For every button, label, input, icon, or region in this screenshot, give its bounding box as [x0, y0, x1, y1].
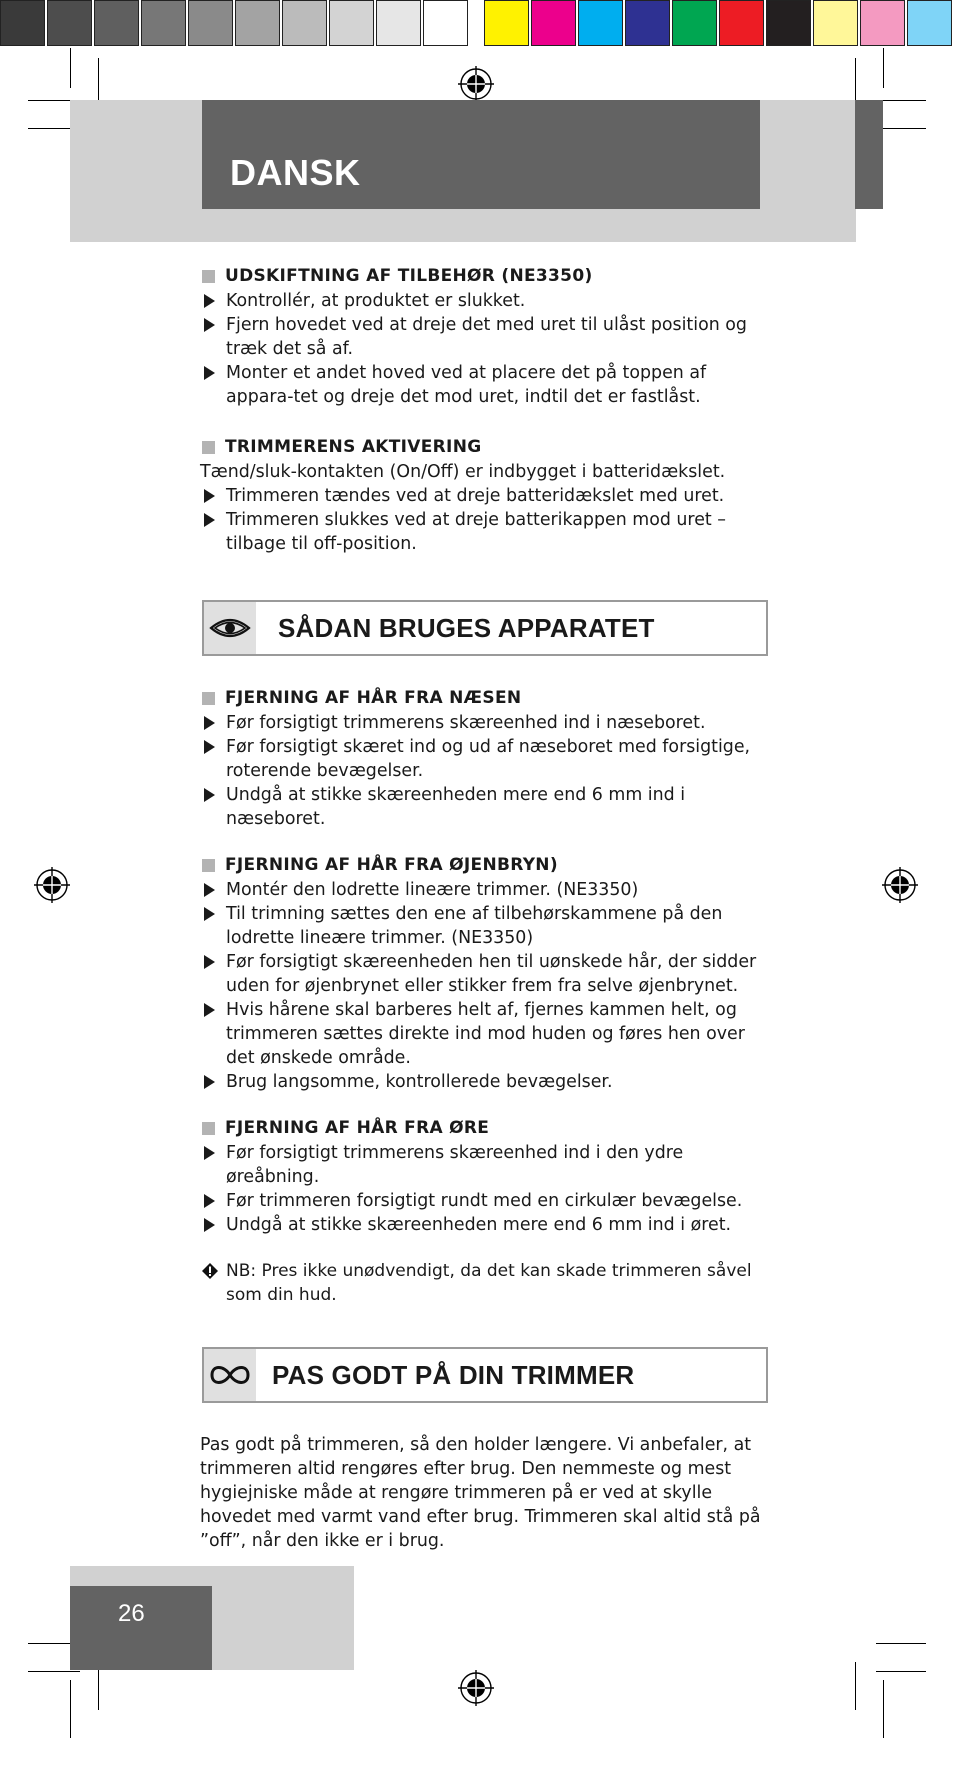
color-swatch [235, 0, 280, 46]
list-item: Undgå at stikke skæreenheden mere end 6 mm ind i næseboret. [202, 783, 768, 831]
list-item: Før forsigtigt trimmerens skæreenhed ind i den ydre øreåbning. [202, 1141, 768, 1189]
arrow-bullet-icon [204, 1146, 215, 1160]
registration-mark-icon [34, 867, 70, 903]
color-swatch [719, 0, 764, 46]
language-tab [855, 100, 883, 209]
color-bar-left [0, 0, 470, 50]
section-eyebrow-hair [202, 853, 768, 1094]
bullet-square-icon [202, 859, 215, 872]
list-item: Trimmeren tændes ved at dreje batteridækslet med uret. [202, 484, 768, 508]
bullet-square-icon [202, 692, 215, 705]
list-item: Fjern hovedet ved at dreje det med uret til ulåst position og træk det så af. [202, 313, 768, 361]
section-heading: UDSKIFTNING AF TILBEHØR (NE3350) [225, 266, 593, 286]
arrow-bullet-icon [204, 294, 215, 308]
color-swatch [813, 0, 858, 46]
section-heading: TRIMMERENS AKTIVERING [225, 437, 482, 457]
care-paragraph: Pas godt på trimmeren, så den holder længere. Vi anbefaler, at trimmeren altid rengøres efter brug. Den nemmeste og mest hygiejniske måde at rengøre trimmeren på er ved at skylle hovedet med varmt vand efter brug. Trimmeren skal altid stå på ”off”, når den ikke er i brug. [200, 1435, 761, 1551]
list-item: Trimmeren slukkes ved at dreje batterikappen mod uret – tilbage til off-position. [202, 508, 768, 556]
list-item: Montér den lodrette lineære trimmer. (NE3350) [202, 878, 768, 902]
crop-mark [70, 1680, 71, 1738]
color-swatch [141, 0, 186, 46]
eye-icon [208, 614, 252, 642]
main-content [202, 264, 768, 1553]
color-swatch [484, 0, 529, 46]
list-item: Hvis hårene skal barberes helt af, fjernes kammen helt, og trimmeren sættes direkte ind mod huden og føres hen over det ønskede område. [202, 998, 768, 1070]
registration-mark-icon [882, 867, 918, 903]
color-swatch [0, 0, 45, 46]
arrow-bullet-icon [204, 788, 215, 802]
crop-mark [98, 58, 99, 106]
section-intro: Tænd/sluk-kontakten (On/Off) er indbygget i batteridækslet. [200, 462, 726, 482]
crop-mark [855, 58, 856, 106]
arrow-bullet-icon [204, 489, 215, 503]
color-swatch [907, 0, 952, 46]
section-heading: FJERNING AF HÅR FRA NÆSEN [225, 688, 522, 708]
color-swatch [188, 0, 233, 46]
bullet-square-icon [202, 1122, 215, 1135]
color-swatch [625, 0, 670, 46]
arrow-bullet-icon [204, 740, 215, 754]
footer-band [70, 1586, 212, 1670]
page-number: 26 [118, 1600, 145, 1627]
color-swatch [47, 0, 92, 46]
color-swatch [376, 0, 421, 46]
bullet-square-icon [202, 270, 215, 283]
arrow-bullet-icon [204, 1003, 215, 1017]
arrow-bullet-icon [204, 1075, 215, 1089]
arrow-bullet-icon [204, 907, 215, 921]
color-swatch [672, 0, 717, 46]
usage-heading-box [202, 600, 768, 656]
section-heading: FJERNING AF HÅR FRA ØJENBRYN) [225, 855, 558, 875]
page-title: DANSK [230, 152, 361, 193]
crop-mark [883, 48, 884, 88]
registration-mark-icon [458, 66, 494, 102]
section-nose-hair [202, 686, 768, 831]
section-ear-hair [202, 1116, 768, 1237]
color-swatch [329, 0, 374, 46]
arrow-bullet-icon [204, 883, 215, 897]
color-swatch [578, 0, 623, 46]
color-swatch [94, 0, 139, 46]
warning-note [202, 1259, 768, 1307]
section-trimmer-activation [202, 435, 768, 556]
section-accessory-replacement [202, 264, 768, 409]
arrow-bullet-icon [204, 1218, 215, 1232]
list-item: Til trimning sættes den ene af tilbehørskammene på den lodrette lineære trimmer. (NE3350) [202, 902, 768, 950]
crop-mark [876, 1643, 926, 1644]
bullet-square-icon [202, 441, 215, 454]
color-swatch [531, 0, 576, 46]
crop-mark [70, 48, 71, 88]
crop-mark [883, 1680, 884, 1738]
list-item: Undgå at stikke skæreenheden mere end 6 mm ind i øret. [202, 1213, 768, 1237]
registration-mark-icon [458, 1670, 494, 1706]
arrow-bullet-icon [204, 716, 215, 730]
crop-mark [876, 128, 926, 129]
list-item: Før forsigtigt trimmerens skæreenhed ind i næseboret. [202, 711, 768, 735]
color-swatch [282, 0, 327, 46]
list-item: Kontrollér, at produktet er slukket. [202, 289, 768, 313]
usage-title: SÅDAN BRUGES APPARATET [278, 613, 655, 643]
infinity-icon [208, 1363, 252, 1387]
list-item: Før trimmeren forsigtigt rundt med en cirkulær bevægelse. [202, 1189, 768, 1213]
color-swatch [766, 0, 811, 46]
crop-mark [28, 1671, 80, 1672]
crop-mark [876, 100, 926, 101]
arrow-bullet-icon [204, 1194, 215, 1208]
arrow-bullet-icon [204, 366, 215, 380]
care-title: PAS GODT PÅ DIN TRIMMER [272, 1360, 635, 1390]
note-text: NB: Pres ikke unødvendigt, da det kan skade trimmeren såvel som din hud. [226, 1261, 752, 1305]
list-item: Før forsigtigt skæret ind og ud af næseboret med forsigtige, roterende bevægelser. [202, 735, 768, 783]
crop-mark [855, 1662, 856, 1710]
arrow-bullet-icon [204, 955, 215, 969]
section-heading: FJERNING AF HÅR FRA ØRE [225, 1118, 490, 1138]
arrow-bullet-icon [204, 318, 215, 332]
list-item: Før forsigtigt skæreenheden hen til uønskede hår, der sidder uden for øjenbrynet eller stikker frem fra selve øjenbrynet. [202, 950, 768, 998]
color-bar-right [484, 0, 954, 50]
list-item: Monter et andet hoved ved at placere det på toppen af appara-tet og dreje det mod uret, indtil det er fastlåst. [202, 361, 768, 409]
color-swatch [423, 0, 468, 46]
arrow-bullet-icon [204, 513, 215, 527]
color-swatch [860, 0, 905, 46]
list-item: Brug langsomme, kontrollerede bevægelser. [202, 1070, 768, 1094]
crop-mark [876, 1671, 926, 1672]
warning-icon [202, 1263, 218, 1279]
care-heading-box [202, 1347, 768, 1403]
